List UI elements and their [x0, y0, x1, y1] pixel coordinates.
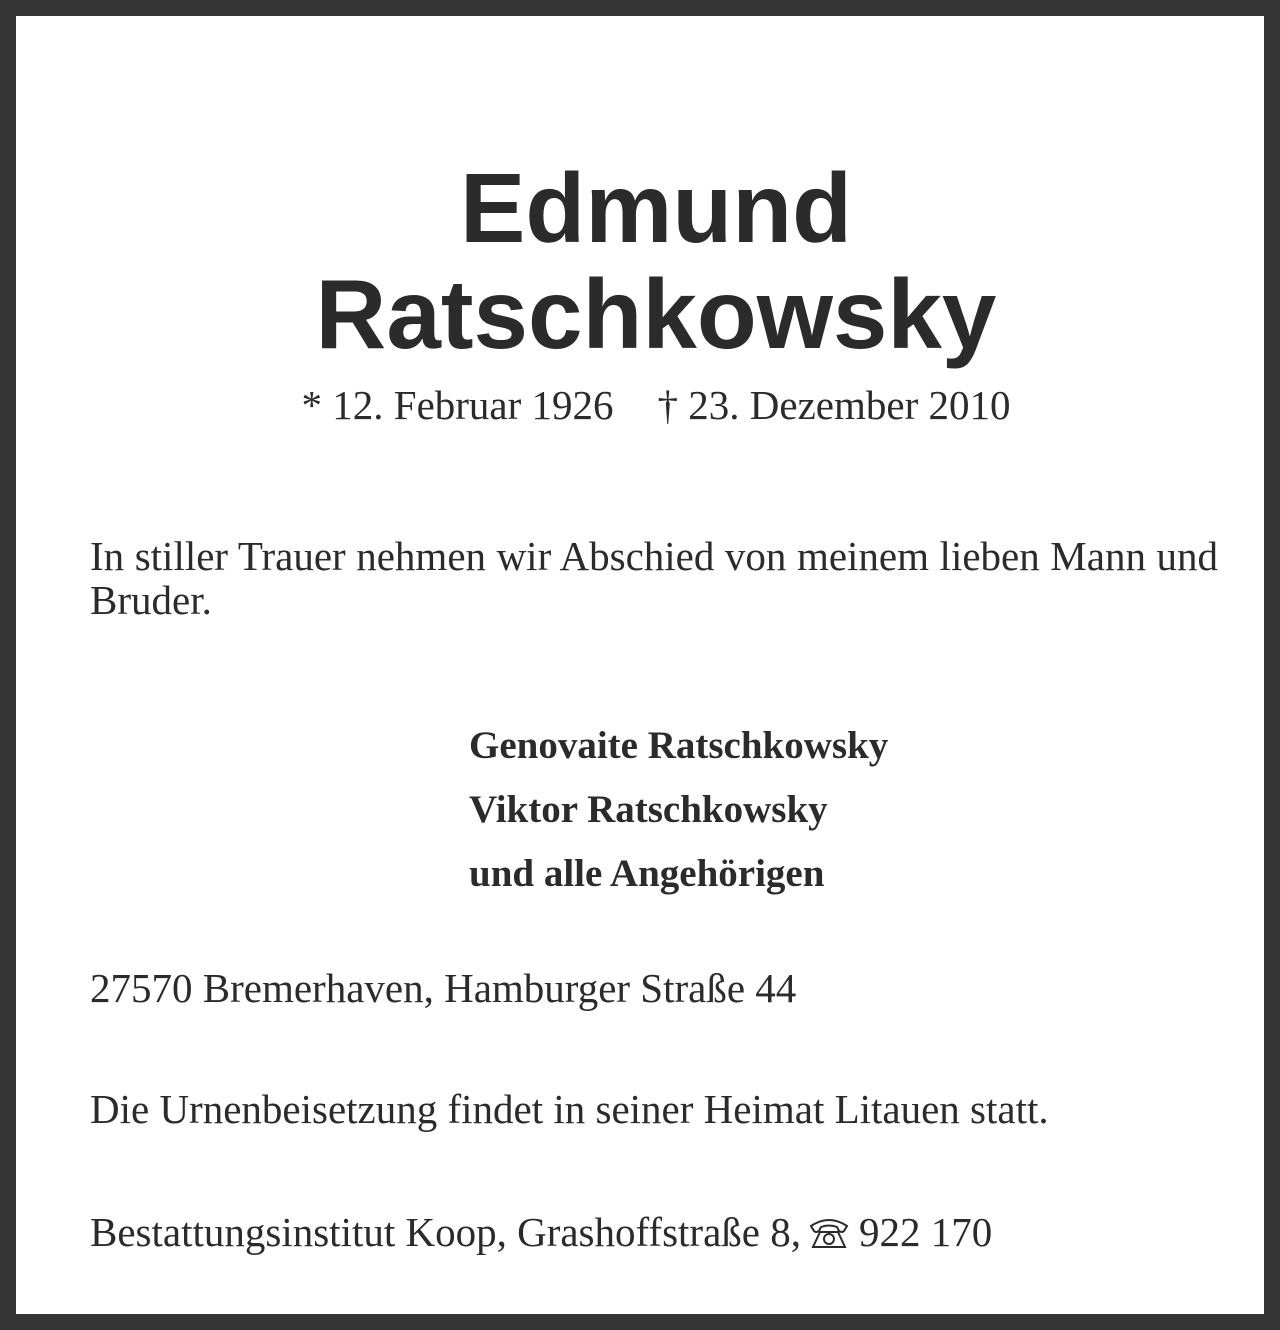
undertaker-info — [90, 1207, 992, 1257]
mourning-message: In stiller Trauer nehmen wir Abschied von meinem lieben Mann und Bruder. — [90, 533, 1218, 623]
mourners-list — [469, 714, 888, 906]
undertaker-phone: 922 170 — [858, 1209, 993, 1255]
death-date: † 23. Dezember 2010 — [657, 382, 1011, 428]
mourner-name: Genovaite Ratschkowsky — [469, 724, 889, 767]
mourner-name: Viktor Ratschkowsky — [469, 788, 828, 831]
undertaker-text: Bestattungsinstitut Koop, Grashoffstraße 8, — [90, 1209, 801, 1255]
deceased-first-name: Edmund — [460, 153, 852, 263]
burial-note: Die Urnenbeisetzung findet in seiner Heimat Litauen statt. — [90, 1086, 1049, 1132]
birth-date: * 12. Februar 1926 — [301, 382, 614, 428]
life-dates — [16, 380, 1280, 430]
telephone-icon — [807, 1211, 851, 1245]
deceased-last-name: Ratschkowsky — [315, 259, 997, 369]
family-address: 27570 Bremerhaven, Hamburger Straße 44 — [90, 965, 797, 1011]
mourner-name: und alle Angehörigen — [469, 852, 825, 895]
